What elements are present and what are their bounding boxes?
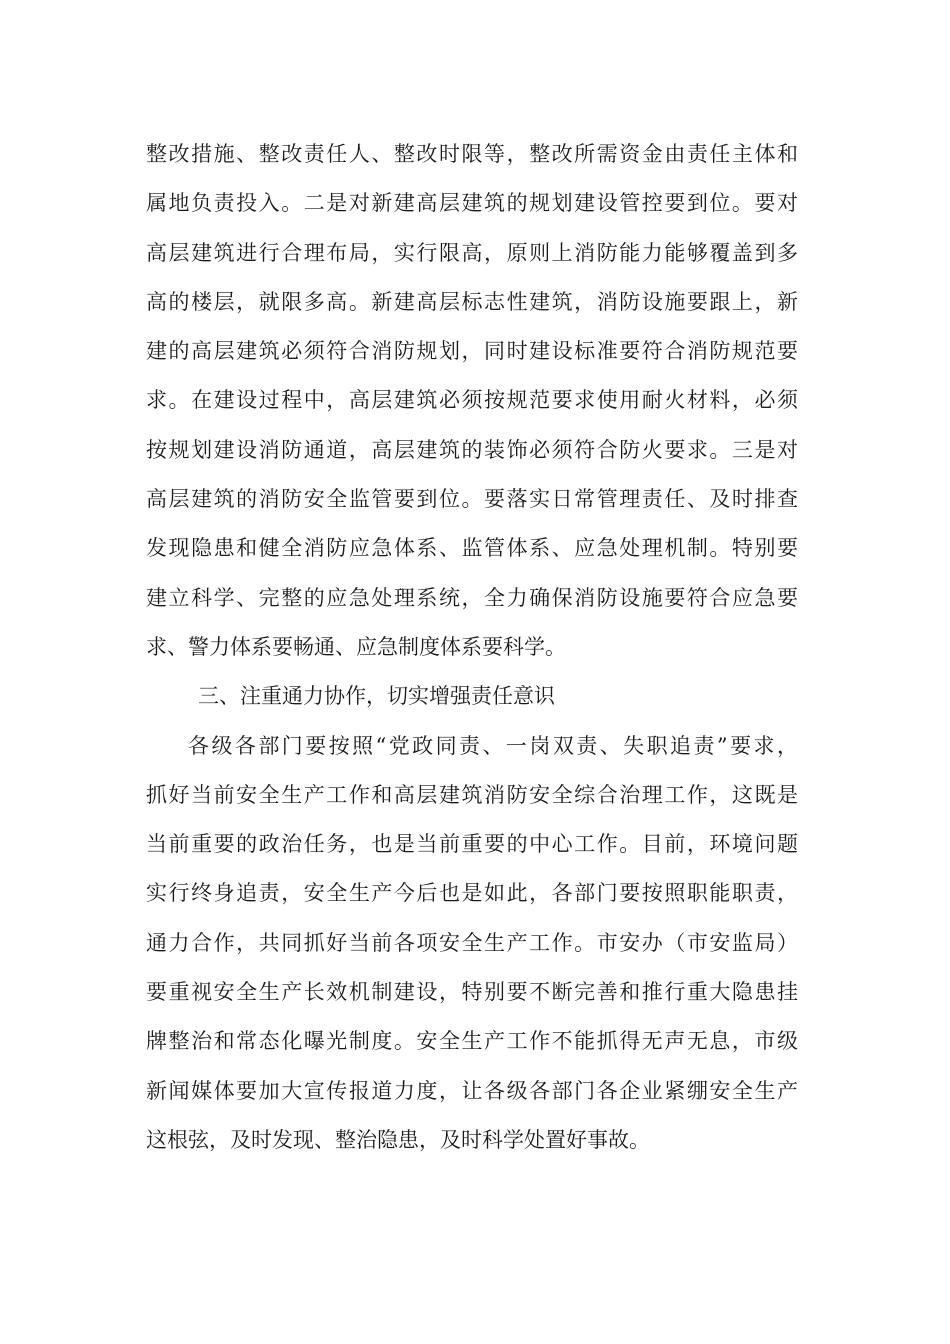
text-line: 建的高层建筑必须符合消防规划，同时建设标准要符合消防规范要: [146, 339, 798, 364]
paragraph-end-line: 这根弦，及时发现、整治隐患，及时科学处置好事故。: [146, 1127, 650, 1152]
body-text: [146, 130, 798, 1165]
text-line: 高的楼层，就限多高。新建高层标志性建筑，消防设施要跟上，新: [146, 289, 798, 314]
text-line: 当前重要的政治任务，也是当前重要的中心工作。目前，环境问题: [146, 832, 798, 857]
text-line: 高层建筑进行合理布局，实行限高，原则上消防能力能够覆盖到多: [146, 240, 798, 265]
paragraph-first-line: 各级各部门要按照“党政同责、一岗双责、失职追责”要求，: [188, 733, 798, 758]
text-line: 实行终身追责，安全生产今后也是如此，各部门要按照职能职责，: [146, 881, 798, 906]
text-line: 属地负责投入。二是对新建高层建筑的规划建设管控要到位。要对: [146, 191, 798, 216]
text-line: 牌整治和常态化曝光制度。安全生产工作不能抓得无声无息，市级: [146, 1029, 798, 1054]
text-line: 新闻媒体要加大宣传报道力度，让各级各部门各企业紧绷安全生产: [146, 1078, 798, 1103]
text-line: 建立科学、完整的应急处理系统，全力确保消防设施要符合应急要: [146, 585, 798, 610]
paragraph-end-line: 求、警力体系要畅通、应急制度体系要科学。: [146, 634, 566, 659]
text-line: 高层建筑的消防安全监管要到位。要落实日常管理责任、及时排查: [146, 487, 798, 512]
text-line: 抓好当前安全生产工作和高层建筑消防安全综合治理工作，这既是: [146, 782, 798, 807]
text-line: 求。在建设过程中，高层建筑必须按规范要求使用耐火材料，必须: [146, 388, 798, 413]
text-line: 要重视安全生产长效机制建设，特别要不断完善和推行重大隐患挂: [146, 980, 798, 1005]
text-line: 发现隐患和健全消防应急体系、监管体系、应急处理机制。特别要: [146, 536, 798, 561]
text-line: 按规划建设消防通道，高层建筑的装饰必须符合防火要求。三是对: [146, 437, 798, 462]
section-heading: 三、注重通力协作，切实增强责任意识: [198, 684, 555, 709]
text-line: 通力合作，共同抓好当前各项安全生产工作。市安办（市安监局）: [146, 930, 798, 955]
text-line: 整改措施、整改责任人、整改时限等，整改所需资金由责任主体和: [146, 142, 798, 166]
